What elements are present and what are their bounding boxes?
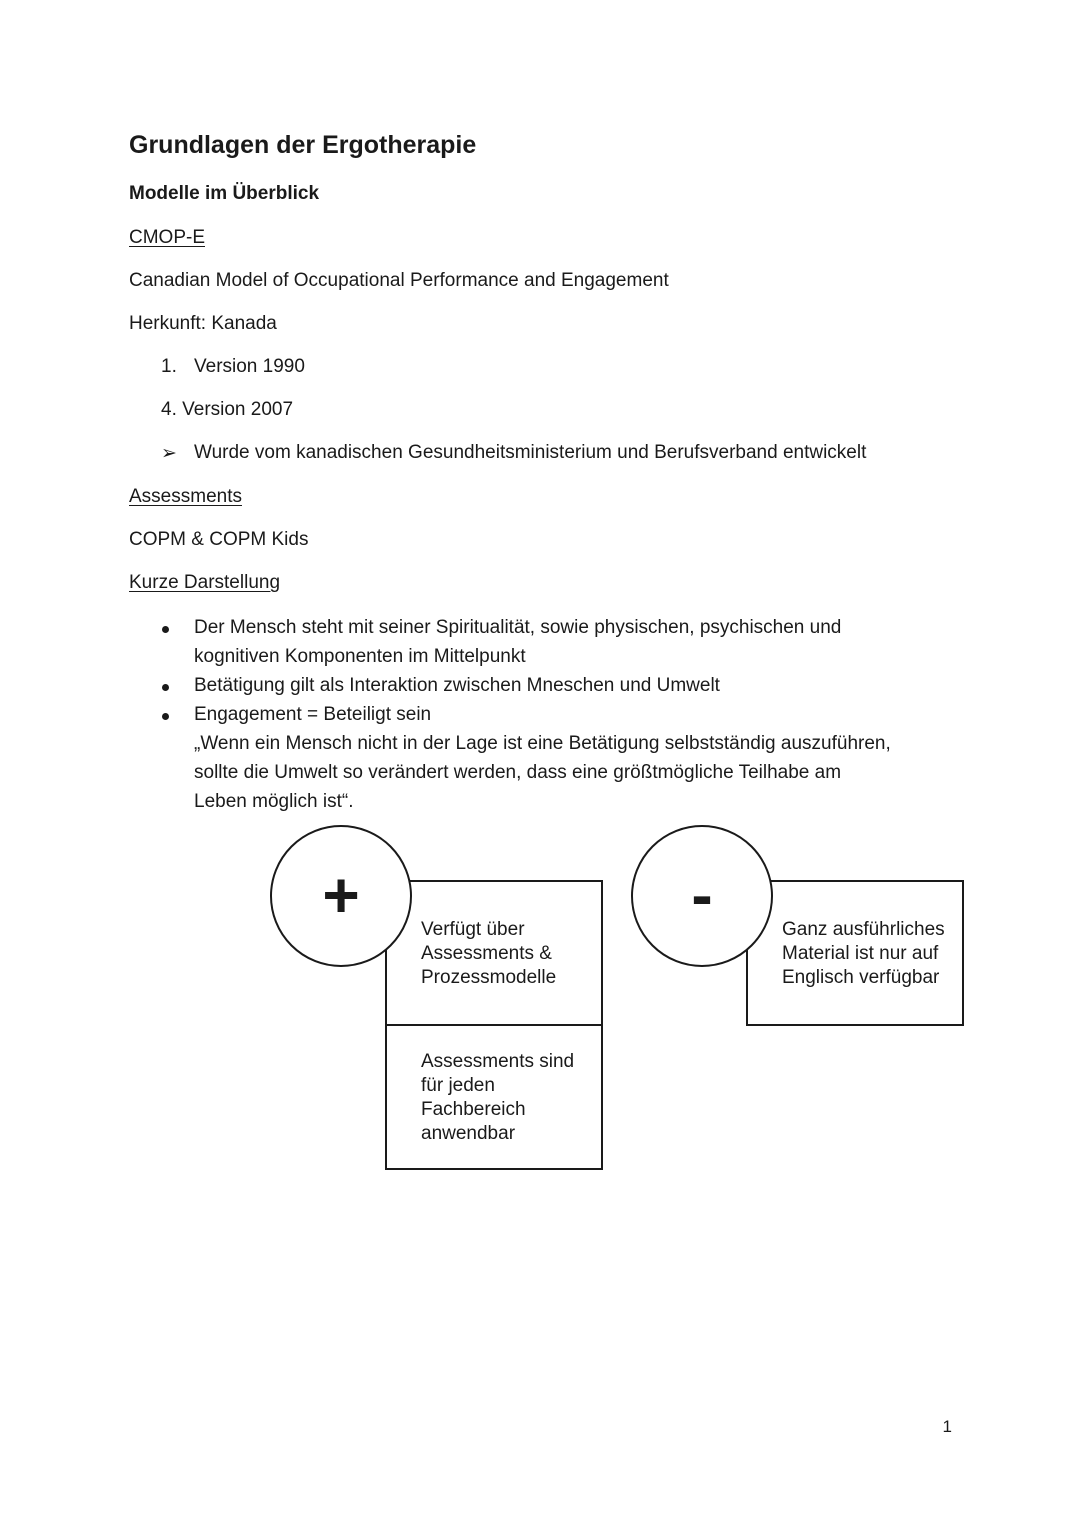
bullet-icon xyxy=(162,713,169,720)
version-marker: 1. xyxy=(161,356,177,377)
con-box xyxy=(746,880,964,1026)
version-item: 4. Version 2007 xyxy=(161,399,294,420)
summary-heading: Kurze Darstellung xyxy=(129,572,281,593)
model-full-name: Canadian Model of Occupational Performance and Engagement xyxy=(129,270,669,291)
list-item-line: kognitiven Komponenten im Mittelpunkt xyxy=(194,646,526,667)
assessments-text: COPM & COPM Kids xyxy=(129,529,309,550)
arrow-bullet-icon: ➢ xyxy=(161,443,177,464)
model-origin: Herkunft: Kanada xyxy=(129,313,277,334)
pro-text: Assessments sind für jeden Fachbereich anwendbar xyxy=(421,1051,575,1144)
pro-box xyxy=(385,1024,603,1170)
page-number: 1 xyxy=(942,1417,952,1436)
plus-icon: + xyxy=(322,859,360,931)
pro-text: Verfügt über Assessments & Prozessmodelle xyxy=(421,919,557,988)
bullet-icon xyxy=(162,626,169,633)
model-name-heading: CMOP-E xyxy=(129,227,205,248)
page-title: Grundlagen der Ergotherapie xyxy=(129,131,477,159)
list-item-line: Engagement = Beteiligt sein xyxy=(194,704,432,725)
section-title: Modelle im Überblick xyxy=(129,183,320,204)
minus-circle xyxy=(631,825,773,967)
assessments-heading: Assessments xyxy=(129,486,242,507)
con-text: Ganz ausführliches Material ist nur auf Englisch verfügbar xyxy=(782,919,945,988)
plus-circle xyxy=(270,825,412,967)
quote-line: „Wenn ein Mensch nicht in der Lage ist eine Betätigung selbstständig auszuführen, xyxy=(194,733,891,754)
list-item-line: Betätigung gilt als Interaktion zwischen Mneschen und Umwelt xyxy=(194,675,720,696)
model-note: Wurde vom kanadischen Gesundheitsministerium und Berufsverband entwickelt xyxy=(194,442,867,463)
quote-line: Leben möglich ist“. xyxy=(194,791,354,812)
pro-box xyxy=(385,880,603,1026)
bullet-icon xyxy=(162,684,169,691)
version-item: Version 1990 xyxy=(194,356,305,377)
minus-icon: - xyxy=(691,859,713,931)
list-item-line: Der Mensch steht mit seiner Spiritualität, sowie physischen, psychischen und xyxy=(194,617,842,638)
quote-line: sollte die Umwelt so verändert werden, dass eine größtmögliche Teilhabe am xyxy=(194,762,842,783)
